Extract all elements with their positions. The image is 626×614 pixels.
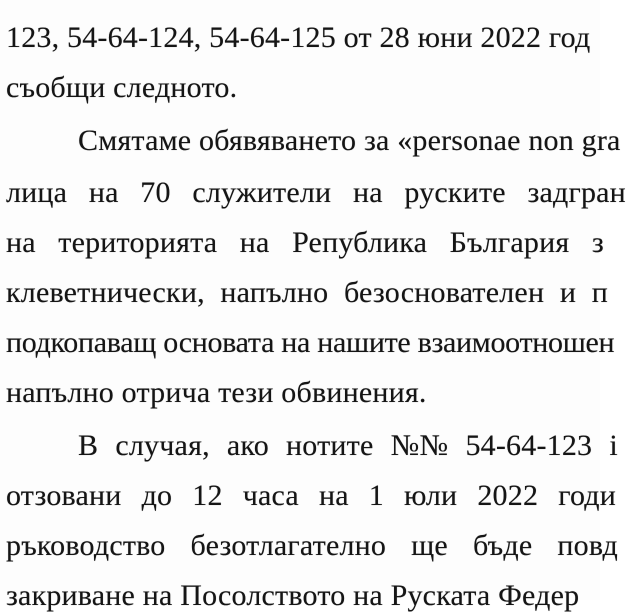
word: 54-64-123 [465,429,593,462]
word: ще [411,529,448,562]
text-line-8: напълно отрича тези обвинения. [6,376,427,409]
word: отзовани [6,479,122,512]
text-line-7: подкопаващ основата на нашите взаимоотношен [6,326,615,359]
word: ако [226,429,269,462]
word: ръководство [6,529,166,562]
word: до [141,479,173,512]
word: 70 [140,176,171,209]
word: і [609,429,618,462]
word: на [239,226,270,259]
word: и [559,276,577,309]
word: на [352,176,383,209]
word: В [78,429,99,462]
word: повд [557,529,618,562]
word: 1 [368,479,384,512]
word: територията [58,226,218,259]
word: служители [192,176,332,209]
word: безотлагателно [190,529,387,562]
word: з [591,226,604,259]
text-line-11 [6,528,618,564]
word: лица [6,176,68,209]
text-line-12: закриване на Посолството на Руската Федер [6,579,580,612]
word: Република [292,226,428,259]
text-line-6 [6,275,608,311]
word: юли [404,479,458,512]
word: годи [558,479,616,512]
word: №№ [390,429,449,462]
word: п [591,276,608,309]
word: 2022 [477,479,539,512]
text-line-2: съобщи следното. [6,71,238,104]
text-line-10 [6,478,616,514]
text-line-3: Смятаме обявяването за «personae non gra [78,124,621,157]
word: на [6,226,36,259]
word: на [318,479,349,512]
word: България [449,226,570,259]
word: напълно [220,276,329,309]
word: нотите [286,429,374,462]
text-line-5 [6,225,604,261]
word: часа [242,479,299,512]
word: бъде [472,529,533,562]
word: клеветнически, [6,276,205,309]
word: на [88,176,119,209]
text-line-1: 123, 54-64-124, 54-64-125 от 28 юни 2022 год [6,21,591,54]
word: случая, [115,429,210,462]
text-line-9 [78,428,618,464]
word: 12 [192,479,223,512]
word: безоснователен [343,276,545,309]
word: руските [404,176,506,209]
word: задгран [527,176,626,209]
text-line-4 [6,175,626,211]
